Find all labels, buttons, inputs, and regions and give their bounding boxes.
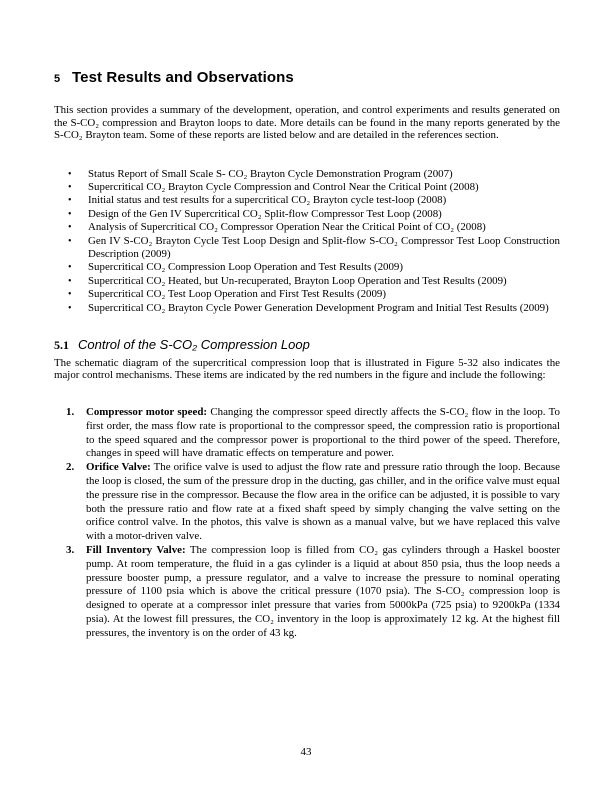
bullet-icon: • (68, 195, 72, 207)
list-item-text: Supercritical CO₂ Compression Loop Operation and Test Results (2009) (88, 261, 403, 274)
bullet-icon: • (68, 181, 72, 193)
item-number: 2. (66, 461, 75, 474)
bullet-icon: • (68, 235, 72, 247)
list-item (54, 168, 560, 181)
numbered-item (54, 461, 560, 544)
list-item (54, 302, 560, 315)
subsection-heading (54, 337, 560, 353)
subsection-paragraph: The schematic diagram of the supercritical compression loop that is illustrated in Figure 5-32 also indicates the major control mechanisms. These items are indicated by the red numbers in the figure and include the following: (54, 356, 560, 382)
numbered-item-text (86, 544, 560, 641)
section-heading-number: 5 (54, 73, 61, 85)
numbered-item (54, 406, 560, 461)
numbered-item-text (86, 461, 560, 544)
bullet-icon: • (68, 208, 72, 220)
numbered-item (54, 544, 560, 641)
numbered-item-text (86, 406, 560, 461)
list-item (54, 261, 560, 274)
list-item (54, 275, 560, 288)
item-body-text: The orifice valve is used to adjust the flow rate and pressure ratio through the loop. Because the loop is closed, the sum of the pressure drop in the ducting, gas chiller, and in the orifice valve must equal the pressure rise in the compressor. Because the flow area in the orifice can be adjusted, it is possible to vary both the pressure ratio and flow rate at a fixed shaft speed by simply changing the valve setting on the orifice control valve. In the photos, this valve is shown as a manual valve, but we have replaced this valve with a motor-driven valve. (86, 461, 560, 543)
subsection-heading-number: 5.1 (54, 337, 69, 352)
list-item-text: Supercritical CO₂ Test Loop Operation and First Test Results (2009) (88, 288, 386, 301)
item-body-text: Changing the compressor speed directly affects the S-CO₂ flow in the loop. To first order, the mass flow rate is proportional to the compressor speed, the compression ratio is proportional to the speed squared and the compressor power is proportional to the third power of the speed. Therefore, changes in speed will have dramatic effects on temperature and power. (86, 405, 560, 460)
item-lead-label: Fill Inventory Valve: (86, 543, 186, 556)
report-bullet-list (54, 168, 560, 315)
item-lead-label: Compressor motor speed: (86, 405, 208, 418)
bullet-icon: • (68, 302, 72, 314)
list-item-text: Supercritical CO₂ Brayton Cycle Power Generation Development Program and Initial Test Results (2009) (88, 301, 549, 314)
item-lead-label: Orifice Valve: (86, 461, 151, 474)
bullet-icon: • (68, 275, 72, 287)
intro-paragraph: This section provides a summary of the development, operation, and control experiments and results generated on the S-CO₂ compression and Brayton loops to date. More details can be found in the many reports generated by the S-CO₂ Brayton team. Some of these reports are listed below and are detailed in the references section. (54, 104, 560, 141)
list-item-text: Initial status and test results for a supercritical CO₂ Brayton cycle test-loop (2008) (88, 194, 447, 207)
bullet-icon: • (68, 262, 72, 274)
list-item-text: Supercritical CO₂ Heated, but Un-recuperated, Brayton Loop Operation and Test Results (2009) (88, 274, 507, 287)
item-body-text: The compression loop is filled from CO₂ gas cylinders through a Haskel booster pump. At room temperature, the fluid in a gas cylinder is a liquid at about 850 psia, thus the loop needs a pressure booster pump, a pressure regulator, and a valve to increase the pressure to nominal operating pressure of 1100 psia which is above the critical pressure (1070 psia). The S-CO₂ compression loop is designed to operate at a compressor inlet pressure that varies from 5000kPa (725 psia) to 9200kPa (1334 psia). At the lowest fill pressures, the CO₂ inventory in the loop is approximately 12 kg. At the highest fill pressures, the inventory is on the order of 43 kg. (86, 543, 561, 639)
list-item (54, 235, 560, 262)
list-item-text: Supercritical CO₂ Brayton Cycle Compression and Control Near the Critical Point (2008) (88, 180, 479, 193)
list-item (54, 208, 560, 221)
list-item-text: Analysis of Supercritical CO₂ Compressor Operation Near the Critical Point of CO₂ (2008) (88, 221, 486, 234)
control-mechanisms-list (54, 406, 560, 641)
section-heading-title: Test Results and Observations (72, 69, 294, 86)
item-number: 1. (66, 405, 75, 418)
section-heading (54, 70, 560, 87)
list-item-text: Design of the Gen IV Supercritical CO₂ Split-flow Compressor Test Loop (2008) (88, 207, 442, 220)
bullet-icon: • (68, 168, 72, 180)
list-item (54, 181, 560, 194)
item-number: 3. (66, 543, 75, 556)
subsection-heading-title: Control of the S-CO₂ Compression Loop (78, 336, 310, 352)
bullet-icon: • (68, 222, 72, 234)
list-item-text: Status Report of Small Scale S- CO₂ Brayton Cycle Demonstration Program (2007) (88, 167, 453, 180)
bullet-icon: • (68, 289, 72, 301)
list-item (54, 221, 560, 234)
list-item (54, 288, 560, 301)
list-item (54, 194, 560, 207)
page-number: 43 (300, 746, 312, 758)
list-item-text: Gen IV S-CO₂ Brayton Cycle Test Loop Design and Split-flow S-CO₂ Compressor Test Loop Construction Description (2009) (88, 234, 560, 260)
